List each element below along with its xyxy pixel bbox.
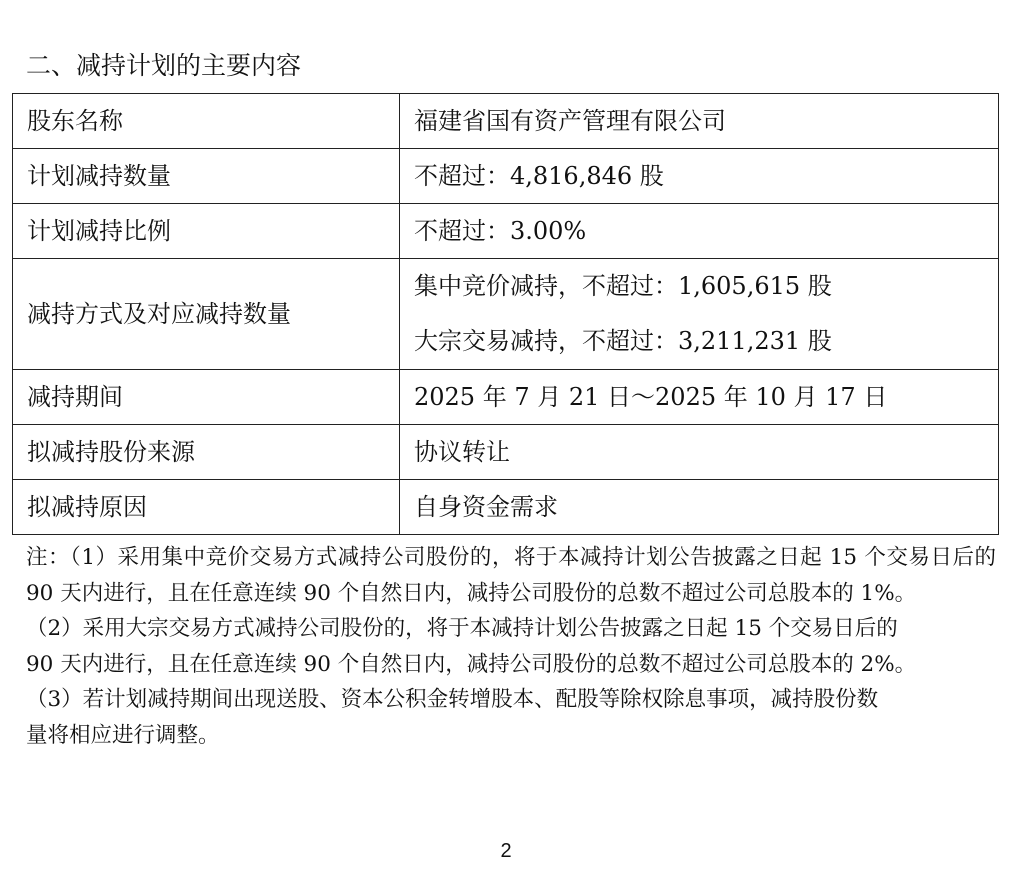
row-value-shareholder-name: 福建省国有资产管理有限公司 bbox=[400, 94, 999, 149]
row-label-reduction-reason: 拟减持原因 bbox=[13, 480, 400, 535]
row-value-reduction-reason: 自身资金需求 bbox=[400, 480, 999, 535]
page-number: 2 bbox=[500, 840, 512, 862]
row-value-reduction-method bbox=[400, 259, 999, 370]
table-row bbox=[13, 259, 999, 370]
table-row bbox=[13, 370, 999, 425]
table-row bbox=[13, 480, 999, 535]
row-value-planned-ratio: 不超过：3.00% bbox=[400, 204, 999, 259]
note-3-line-2: 量将相应进行调整。 bbox=[26, 722, 220, 748]
row-label-share-source: 拟减持股份来源 bbox=[13, 425, 400, 480]
table-row bbox=[13, 149, 999, 204]
row-label-planned-ratio: 计划减持比例 bbox=[13, 204, 400, 259]
table-row bbox=[13, 94, 999, 149]
method-centralized-bidding: 集中竞价减持，不超过：1,605,615 股 bbox=[414, 272, 832, 300]
reduction-plan-table bbox=[12, 93, 999, 535]
row-label-planned-quantity: 计划减持数量 bbox=[13, 149, 400, 204]
table-row bbox=[13, 425, 999, 480]
notes-section bbox=[26, 540, 996, 753]
row-label-shareholder-name: 股东名称 bbox=[13, 94, 400, 149]
row-label-reduction-period: 减持期间 bbox=[13, 370, 400, 425]
method-block-trade: 大宗交易减持，不超过：3,211,231 股 bbox=[414, 327, 832, 355]
table-row bbox=[13, 204, 999, 259]
row-value-reduction-period: 2025 年 7 月 21 日～2025 年 10 月 17 日 bbox=[400, 370, 999, 425]
note-1: 注：（1）采用集中竞价交易方式减持公司股份的，将于本减持计划公告披露之日起 15 个交易日后的 90 天内进行，且在任意连续 90 个自然日内，减持公司股份的总数不超过公司总股本的 1%。 bbox=[26, 545, 996, 606]
row-value-share-source: 协议转让 bbox=[400, 425, 999, 480]
note-3-line-1: （3）若计划减持期间出现送股、资本公积金转增股本、配股等除权除息事项，减持股份数 bbox=[26, 687, 879, 712]
row-value-planned-quantity: 不超过：4,816,846 股 bbox=[400, 149, 999, 204]
row-label-reduction-method: 减持方式及对应减持数量 bbox=[13, 259, 400, 370]
note-2-line-1: （2）采用大宗交易方式减持公司股份的，将于本减持计划公告披露之日起 15 个交易日后的 bbox=[26, 616, 898, 641]
section-title: 二、减持计划的主要内容 bbox=[26, 51, 302, 80]
note-2-line-2: 90 天内进行，且在任意连续 90 个自然日内，减持公司股份的总数不超过公司总股本的 2%。 bbox=[26, 651, 917, 677]
